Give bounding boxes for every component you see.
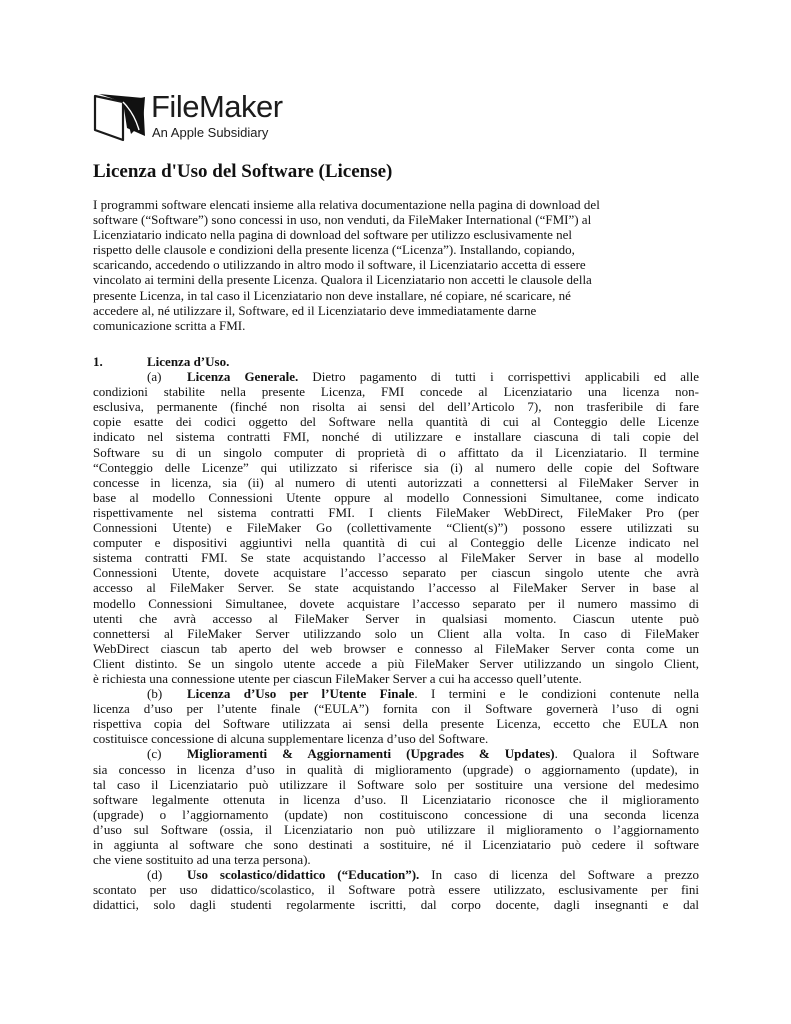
clause-d-text-start: In caso di licenza del Software a prezzo bbox=[419, 867, 699, 883]
text-line: Licenziatario indicato nella pagina di download del software per utilizzo esclusivamente nel bbox=[93, 227, 573, 243]
clause-c-first-line bbox=[93, 746, 699, 761]
clause-d-heading: Uso scolastico/didattico (“Education”). bbox=[187, 867, 420, 883]
text-line: Connessioni Utente) e FileMaker Go (collettivamente “Client(s)”) possono essere utilizzati su bbox=[93, 520, 699, 536]
text-line: copie esatte dei codici oggetto del Software nella quantità di cui al Conteggio delle Licenze bbox=[93, 414, 699, 430]
clause-a-body bbox=[93, 384, 699, 686]
text-line: esclusiva, permanente (finché non risolta ai sensi del dell’Articolo 7), non trasferibile di fare bbox=[93, 399, 699, 415]
text-line: scaricando, accedendo o utilizzando in altro modo il software, il Licenziatario accetta di essere bbox=[93, 257, 586, 273]
clause-c-heading: Miglioramenti & Aggiornamenti (Upgrades & Updates) bbox=[187, 746, 555, 762]
clause-d-body bbox=[93, 882, 699, 912]
section-number: 1. bbox=[93, 354, 103, 369]
clause-c-text-start: . Qualora il Software bbox=[554, 746, 699, 762]
clause-d-first-line bbox=[93, 867, 699, 882]
text-line: Software su di un singolo computer di proprietà di o affittato da il Licenziatario. Il termine bbox=[93, 444, 699, 460]
section-title: Licenza d’Uso. bbox=[147, 354, 230, 369]
text-line: (upgrade) o l’aggiornamento (update) non costituiscono concessione di una seconda licenza bbox=[93, 806, 699, 822]
text-line: costituisce concessione di alcuna supplementare licenza d’uso del Software. bbox=[93, 731, 489, 747]
text-line: base al modello Connessioni Utente oppure al modello Connessioni Simultanee, come indicato bbox=[93, 489, 699, 505]
text-line: rispetto delle clausole e condizioni della presente licenza (“Licenza”). Installando, copiando, bbox=[93, 242, 575, 258]
logo-subtitle: An Apple Subsidiary bbox=[152, 125, 269, 140]
clause-a-heading: Licenza Generale. bbox=[187, 369, 299, 385]
text-line: sistema contratti FMI. Se state acquistando l’accesso al FileMaker Server in base al modello bbox=[93, 550, 699, 566]
text-line: computer e dispositivi aggiuntivi nella quantità di cui al Conteggio delle Licenze indicato nel bbox=[93, 535, 699, 551]
text-line: connettersi al FileMaker Server utilizzando solo un Client alla volta. In caso di FileMaker bbox=[93, 625, 699, 641]
text-line: Client distinto. Se un singolo utente accede a più FileMaker Server utilizzando un singolo Client, bbox=[93, 655, 699, 671]
clause-b-text-start: . I termini e le condizioni contenute nella bbox=[414, 686, 699, 702]
text-line: tal caso il Licenziatario può utilizzare il Software solo per sostituire una versione del medesimo bbox=[93, 776, 699, 792]
text-line: WebDirect ciascun tab aperto del web browser e connesso al FileMaker Server conta come un bbox=[93, 640, 699, 656]
text-line: I programmi software elencati insieme alla relativa documentazione nella pagina di download del bbox=[93, 197, 600, 212]
section-1 bbox=[93, 354, 699, 912]
text-line: software legalmente ottenuta in licenza d’uso. Il Licenziatario riconosce che il miglioramento bbox=[93, 791, 699, 807]
text-line: condizioni stabilite nella presente Licenza, FMI concede al Licenziatario una licenza non- bbox=[93, 384, 699, 400]
text-line: “Conteggio delle Licenze” qui utilizzato si riferisce sia (i) al numero delle copie del Software bbox=[93, 459, 699, 475]
text-line: vincolato ai termini della presente Licenza. Qualora il Licenziatario non accetti le clausole della bbox=[93, 272, 592, 288]
clause-b-label: (b) bbox=[147, 686, 163, 702]
document-title: Licenza d'Uso del Software (License) bbox=[93, 161, 393, 182]
text-line: utenti che avrà accesso al FileMaker Server in qualsiasi momento. Ciascun utente può bbox=[93, 610, 699, 626]
text-line: rispettiva copia del Software utilizzata ai sensi della presente Licenza, eccetto che EULA non bbox=[93, 716, 699, 732]
text-line: presente Licenza, in tal caso il Licenziatario non deve installare, né copiare, né scaricare, né bbox=[93, 287, 571, 303]
clause-b-heading: Licenza d’Uso per l’Utente Finale bbox=[187, 686, 415, 702]
text-line: licenza d’uso per l’utente finale (“EULA”) fornita con il Software governerà l’uso di ogni bbox=[93, 701, 699, 717]
clause-c-body bbox=[93, 762, 699, 868]
text-line: Connessioni Utente, dovete acquistare l’accesso separato per ciascun singolo utente che avrà bbox=[93, 565, 699, 581]
filemaker-logo bbox=[93, 90, 313, 146]
text-line: rispettivamente nel sistema contratti FMI. I clients FileMaker WebDirect, FileMaker Pro (per bbox=[93, 504, 699, 520]
text-line: scontato per uso didattico/scolastico, il Software potrà essere utilizzato, esclusivamente per fini bbox=[93, 882, 699, 898]
clause-b-first-line bbox=[93, 686, 699, 701]
filemaker-folder-icon bbox=[93, 92, 147, 142]
text-line: accedere al, né utilizzare il, Software, ed il Licenziatario deve immediatamente darne bbox=[93, 302, 537, 318]
text-line: software (“Software”) sono concessi in uso, non venduti, da FileMaker International (“FMI”) al bbox=[93, 212, 592, 228]
text-line: indicato nel sistema contratti FMI, nonché di utilizzare e installare ciascuna di tali copie del bbox=[93, 429, 699, 445]
clause-a-text-start: Dietro pagamento di tutti i corrispettivi applicabili ed alle bbox=[298, 369, 699, 385]
text-line: accesso al FileMaker Server. Se state acquistando l’accesso al FileMaker Server in base al bbox=[93, 580, 699, 596]
section-1-heading bbox=[93, 354, 699, 369]
clause-a-label: (a) bbox=[147, 369, 162, 385]
text-line: modello Connessioni Simultanee, dovete acquistare l’accesso separato per il numero massimo di bbox=[93, 595, 699, 611]
clause-b-body bbox=[93, 701, 699, 746]
logo-wordmark: FileMaker bbox=[151, 89, 283, 124]
text-line: concesse in licenza, sia (ii) al numero di utenti autorizzati a connettersi al FileMaker Server in bbox=[93, 474, 699, 490]
text-line: sia concesso in licenza d’uso in qualità di miglioramento (upgrade) o aggiornamento (update), in bbox=[93, 761, 699, 777]
text-line: comunicazione scritta a FMI. bbox=[93, 317, 246, 333]
text-line: è richiesta una connessione utente per ciascun FileMaker Server a cui ha accesso quell’utente. bbox=[93, 670, 582, 686]
text-line: didattici, solo dagli studenti regolarmente iscritti, dal corpo docente, dagli insegnanti e dal bbox=[93, 897, 699, 913]
clause-a-first-line bbox=[93, 369, 699, 384]
intro-paragraph bbox=[93, 197, 699, 333]
text-line: che viene sostituito ad una terza persona). bbox=[93, 852, 311, 868]
text-line: d’uso sul Software (ossia, il Licenziatario non può utilizzare il miglioramento o l’aggiornamento bbox=[93, 821, 699, 837]
clause-d-label: (d) bbox=[147, 867, 163, 883]
clause-c-label: (c) bbox=[147, 746, 162, 762]
text-line: in aggiunta al software che sono destinati a sostituire, né il Licenziatario può cedere il software bbox=[93, 837, 699, 852]
